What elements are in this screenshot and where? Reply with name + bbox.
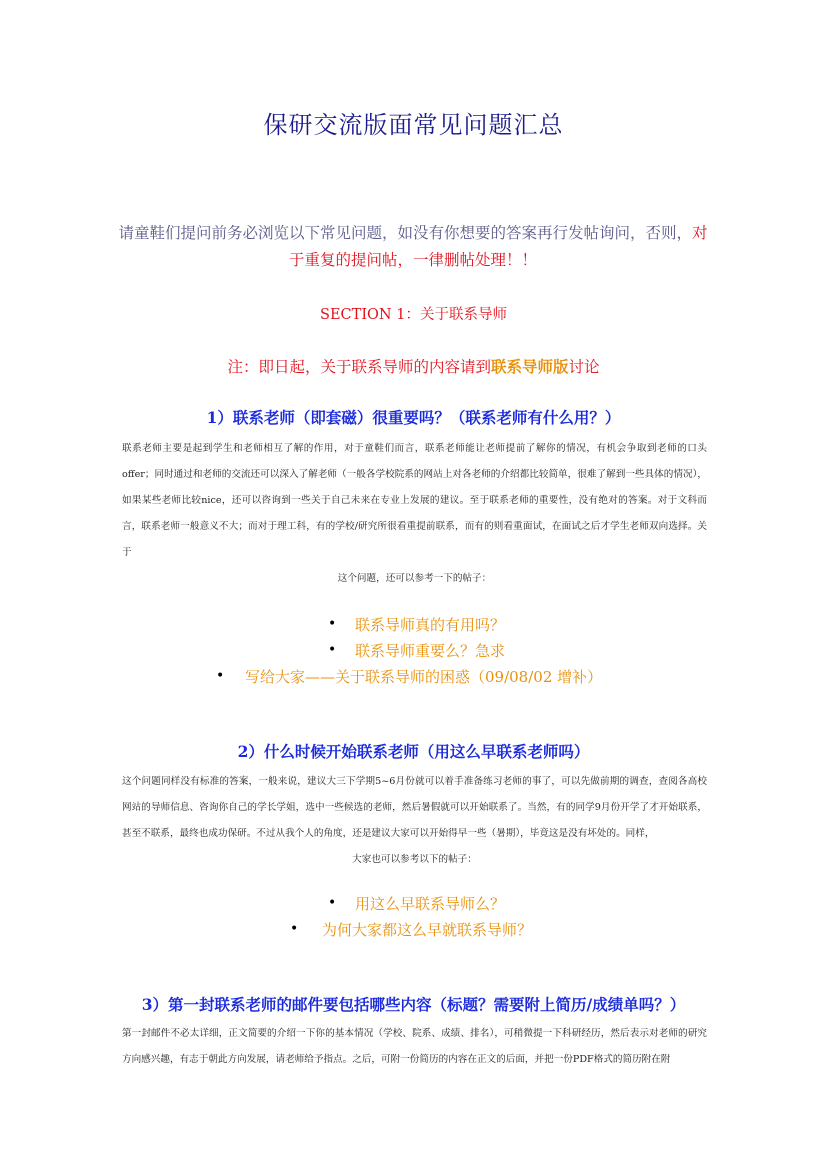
q1-body-end: 这个问题，还可以参考一下的帖子： [337,573,492,584]
q3-heading: 3）第一封联系老师的邮件要包括哪些内容（标题？需要附上简历/成绩单吗？） [141,995,686,1014]
q2-body [122,769,707,873]
bullet-icon: • [290,921,299,937]
note-line [0,355,827,377]
q1-link-1[interactable]: 联系导师真的有用吗？ [355,616,506,634]
q2-link-2[interactable]: 为何大家都这么早就联系导师？ [322,921,533,939]
q1-link-3[interactable]: 写给大家——关于联系导师的困惑（09/08/02 增补） [245,668,603,686]
section-heading: SECTION 1：关于联系导师 [320,307,507,323]
q1-body-text: 联系老师主要是起到学生和老师相互了解的作用，对于童鞋们而言，联系老师能让老师提前了解你的情况，有机会争取到老师的口头offer；同时通过和老师的交流还可以深入了解老师（一般各学校院系的网站上对各老师的介绍都比较简单，很难了解到一些具体的情况），如果某些老师比较nice，还可以咨询到一些关于自己未来在专业上发展的建议。至于联系老师的重要性，没有绝对的答案。对于文科而言，联系老师一般意义不大；而对于理工科，有的学校/研究所很看重提前联系，而有的则看重面试，在面试之后才学生老师双向选择。关于 [122,443,707,558]
intro-text: 请童鞋们提问前务必浏览以下常见问题，如没有你想要的答案再行发帖询问，否则， [118,224,692,242]
q2-body-end: 大家也可以参考以下的帖子： [352,854,477,865]
q2-body-text: 这个问题同样没有标准的答案，一般来说，建议大三下学期5~6月份就可以着手准备练习老师的事了，可以先做前期的调查，查阅各高校网站的导师信息、咨询你自己的学长学姐，选中一些候选的老师，然后暑假就可以开始联系了。当然，有的同学9月份开学了才开始联系，甚至不联系，最终也成功保研。不过从我个人的角度，还是建议大家可以开始得早一些（暑期），毕竟这是没有坏处的。同样， [122,776,707,839]
note-suffix: 讨论 [568,358,600,376]
q2-heading: 2）什么时候开始联系老师（用这么早联系老师吗） [237,742,590,761]
q3-body: 第一封邮件不必太详细，正文简要的介绍一下你的基本情况（学校、院系、成绩、排名），可稍微提一下科研经历，然后表示对老师的研究方向感兴趣，有志于朝此方向发展，请老师给予指点。之后，可附一份简历的内容在正文的后面，并把一份PDF格式的简历附在附 [122,1028,707,1065]
note-prefix: 注：即日起，关于联系导师的内容请到 [227,358,491,376]
q1-heading: 1）联系老师（即套磁）很重要吗？（联系老师有什么用？） [206,408,621,427]
note-link[interactable]: 联系导师版 [490,357,569,376]
bullet-icon: • [328,616,337,632]
page-title: 保研交流版面常见问题汇总 [263,111,564,139]
bullet-icon: • [216,668,225,684]
intro-paragraph [118,220,708,274]
q1-link-2[interactable]: 联系导师重要么？急求 [355,642,506,660]
bullet-icon: • [328,895,337,911]
intro-warning: 对于重复的提问帖，一律删帖处理！！ [288,224,708,269]
bullet-icon: • [328,642,337,658]
q1-body [122,436,707,592]
q2-link-1[interactable]: 用这么早联系导师么？ [355,895,506,913]
